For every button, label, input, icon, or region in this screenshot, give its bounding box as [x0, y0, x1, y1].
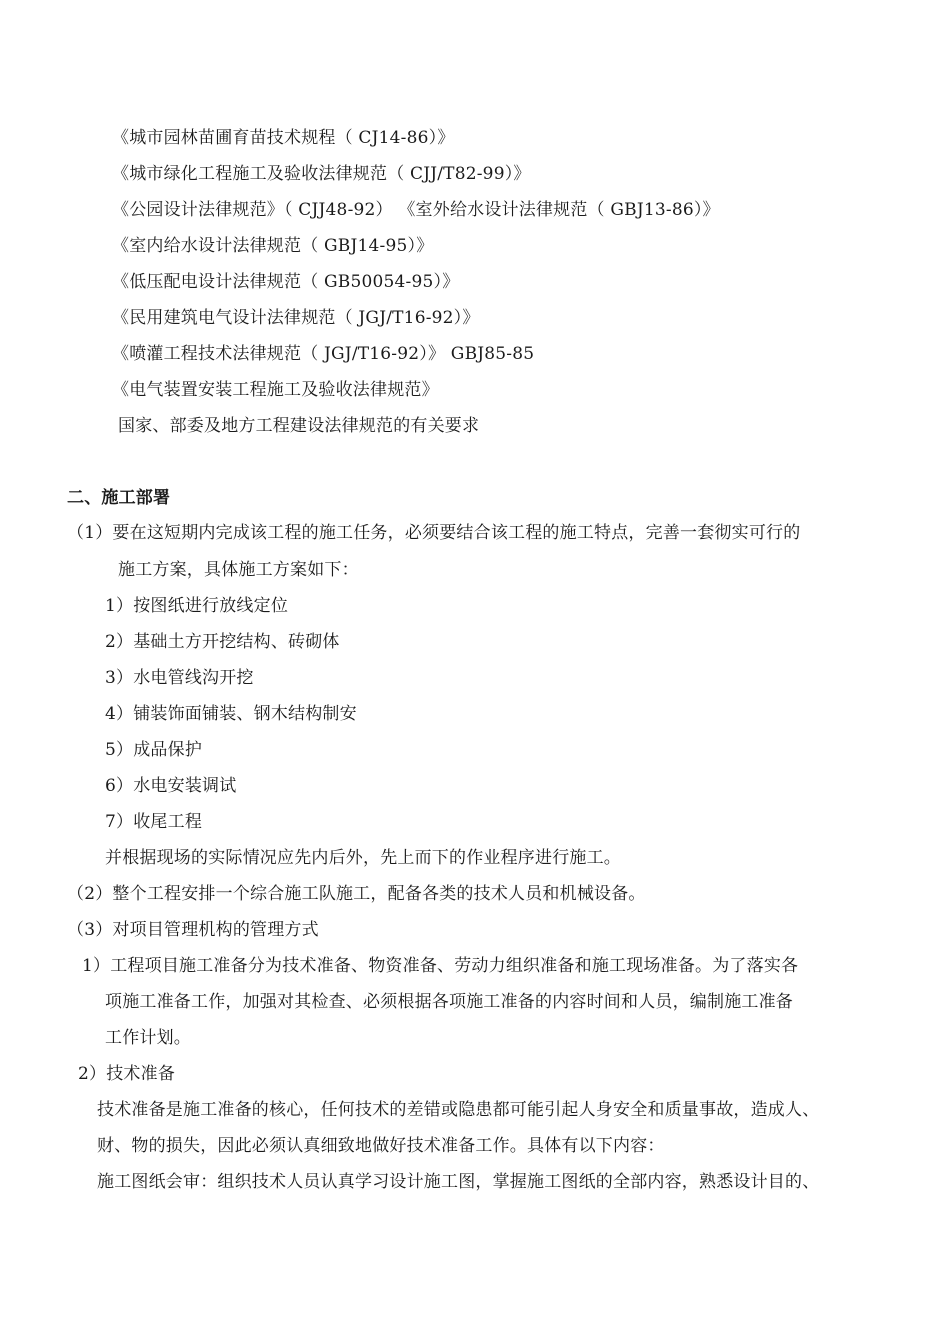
step-item: 4）铺装饰面铺装、钢木结构制安	[105, 704, 357, 724]
step-item: 5）成品保护	[105, 740, 203, 760]
paragraph-line: （2）整个工程安排一个综合施工队施工，配备各类的技术人员和机械设备。	[67, 884, 646, 904]
step-item: 7）收尾工程	[105, 812, 203, 832]
paragraph-line: 技术准备是施工准备的核心，任何技术的差错或隐患都可能引起人身安全和质量事故，造成人、	[97, 1100, 820, 1120]
paragraph-line: 工作计划。	[105, 1028, 191, 1048]
step-item: 1）按图纸进行放线定位	[105, 596, 289, 616]
standard-item: 《民用建筑电气设计法律规范（ JGJ/T16-92）》	[112, 308, 480, 328]
section-heading: 二、施工部署	[67, 488, 171, 508]
standard-item: 国家、部委及地方工程建设法律规范的有关要求	[118, 416, 480, 436]
standard-item: 《城市园林苗圃育苗技术规程（ CJ14-86）》	[112, 128, 455, 148]
standard-item: 《城市绿化工程施工及验收法律规范（ CJJ/T82-99）》	[112, 164, 531, 184]
standard-item: 《室内给水设计法律规范（ GBJ14-95）》	[112, 236, 434, 256]
paragraph-line: 并根据现场的实际情况应先内后外，先上而下的作业程序进行施工。	[105, 848, 621, 868]
paragraph-line: 施工方案，具体施工方案如下：	[118, 560, 359, 580]
standard-item: 《喷灌工程技术法律规范（ JGJ/T16-92）》 GBJ85-85	[112, 344, 535, 364]
paragraph-line: 项施工准备工作，加强对其检查、必须根据各项施工准备的内容时间和人员，编制施工准备	[105, 992, 793, 1012]
paragraph-line: 1）工程项目施工准备分为技术准备、物资准备、劳动力组织准备和施工现场准备。为了落实各	[82, 956, 799, 976]
step-item: 3）水电管线沟开挖	[105, 668, 254, 688]
standard-item: 《低压配电设计法律规范（ GB50054-95）》	[112, 272, 460, 292]
step-item: 2）基础土方开挖结构、砖砌体	[105, 632, 340, 652]
step-item: 6）水电安装调试	[105, 776, 237, 796]
standard-item: 《公园设计法律规范》（ CJJ48-92） 《室外给水设计法律规范（ GBJ13-86）》	[112, 200, 720, 220]
paragraph-line: 施工图纸会审：组织技术人员认真学习设计施工图，掌握施工图纸的全部内容，熟悉设计目的、	[97, 1172, 820, 1192]
paragraph-line: （3）对项目管理机构的管理方式	[67, 920, 319, 940]
paragraph-line: 财、物的损失，因此必须认真细致地做好技术准备工作。具体有以下内容：	[97, 1136, 665, 1156]
subsection-heading: 2）技术准备	[78, 1064, 176, 1084]
standard-item: 《电气装置安装工程施工及验收法律规范》	[112, 380, 439, 400]
paragraph-line: （1）要在这短期内完成该工程的施工任务，必须要结合该工程的施工特点，完善一套彻实可行的	[67, 523, 801, 543]
